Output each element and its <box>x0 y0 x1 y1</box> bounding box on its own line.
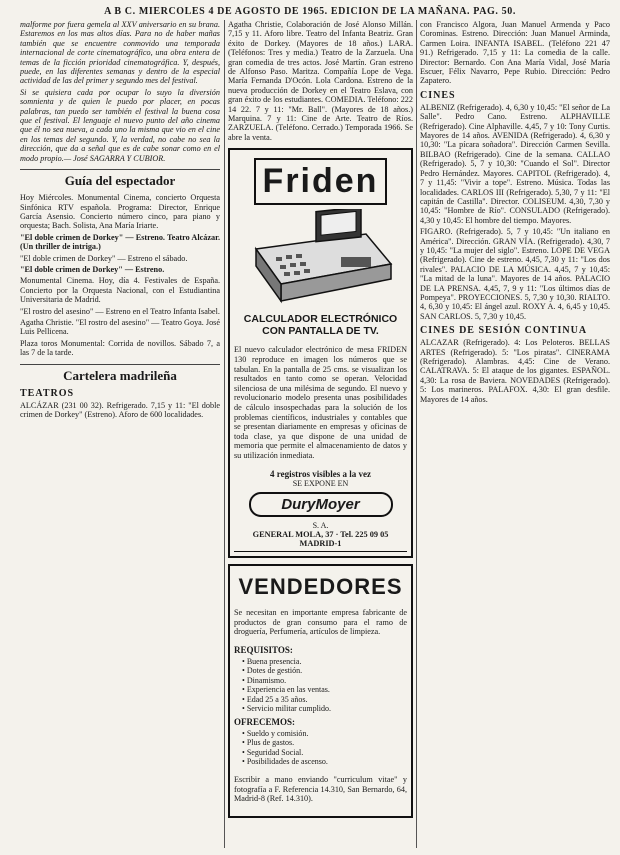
cines-text-2: FIGARO. (Refrigerado). 5, 7 y 10,45: "Un italiano en América". Dirección. GRAN VÍA. (Refrigerado). 4,30, 7 y 10,45: "La mujer del siglo". Estreno. LOPE DE VEGA (Refrigerado). Cine de estreno. 4,45, 7,30 y 11: "Los dos rivales". PALACIO DE LA MÚSICA. 4,45, 7 y 10,45: "La mitad de la luna". Mayores de 14 años. PALACIO DE LA PRENSA. 4,45, 7, 9 y 11: "Los últimos días de Pompeya". PROYECCIONES. 5, 7,30 y 10,30. RIALTO. 4, 6,30 y 10,45: El ángel azul. ROXY A. 4, 6,45 y 10,45. SAN CARLOS. 5, 7,30 y 10,45. <box>420 227 610 321</box>
column-2 <box>228 20 413 848</box>
guide-entry: "El doble crimen de Dorkey" — Estreno. Teatro Alcázar. (Un thriller de intriga.) <box>20 232 220 252</box>
calculator-illustration <box>246 209 396 309</box>
intro-text-2: Si se quisiera cada por ocupar lo suyo la diversión somnienta y de quien le puedo por placer, en pocas palabras, tan puedo ser también el festival la buena cosa que el festival. El lenguaje el nuevo punto del año cinema que él no sea nueva, a cada uno la misma que vio en el cine en los temas del segundo. Y, la verdad, no cabe no sea la dirección, que da a señal que es de cabe sonar como en el modo propio.— José SAGARRA Y CUBIOR. <box>20 87 220 163</box>
vendedores-text: Se necesitan en importante empresa fabricante de productos de gran consumo para el ramo de droguería, Perfumería, artículos de limpieza. <box>234 607 407 637</box>
offer-item: • Seguridad Social. <box>242 748 407 758</box>
friden-ad-text: El nuevo calculador electrónico de mesa FRIDEN 130 reproduce en imagen los números que se tabulan. En la pantalla de 25 cms. se visualizan los resultados en tanto como se operan. Velocidad silenciosa de una milésima de segundo. El nuevo y revolucionario modelo presenta unas posibilidades de cálculo insospechadas para la solución de los problemas científicos, industriales y contables que se presentan diariamente en empresas y oficinas de toda clase, ya que dispone de una unidad de memoria que permite el almacenamiento de datos y su utilización inmediata. <box>234 345 407 460</box>
durymoyer-address: GENERAL MOLA, 37 · Tel. 225 09 05 MADRID-1 <box>234 530 407 552</box>
friden-ad <box>228 148 413 558</box>
offers-list <box>242 729 407 767</box>
requirement-item: • Dinamismo. <box>242 676 407 686</box>
guide-entry: "El doble crimen de Dorkey" — Estreno el sábado. <box>20 253 188 263</box>
friden-logo: Friden <box>254 158 387 205</box>
guide-entry: Monumental Cinema. Hoy, día 4. Festivales de España. Concierto por la Orquesta Nacional, con el Estudiantina Universitaria de Madrid. <box>20 276 220 305</box>
cartelera-title: Cartelera madrileña <box>20 364 220 384</box>
requirement-item: • Experiencia en las ventas. <box>242 685 407 695</box>
continuous-cines-text: ALCAZAR (Refrigerado). 4: Los Peloteros. BELLAS ARTES (Refrigerado). 5: "Los piratas". CINERAMA (Refrigerado). Alambras. 4,45: Cine de Verano. CALATRAVA. 5: El ataque de los gigantes. ESPAÑOL. 4,30: La rosa de Baviera. NOVEDADES (Refrigerado). 5: Los marineros. PALAFOX. 4,30: El gran desfile. Mayores de 14 años. <box>420 338 610 404</box>
intro-text: malforme por fuera gemela al XXV aniversario en su brana. Estaremos en los mas altos días. Para no de haber mañas también que se encuentre conmovido una temporada internacional de corte cinematográfico, una obra entera de temas de la ficción prioridad cinematográfica. Y, después, puede, en las diferentes semanas y dentro de la especial actividad de las del primer y segundo mes del festival. <box>20 20 220 86</box>
column-3 <box>420 20 610 848</box>
durymoyer-logo: DuryMoyer <box>249 492 393 517</box>
offer-item: • Sueldo y comisión. <box>242 729 407 739</box>
theatre-header: TEATROS <box>20 387 75 399</box>
offer-item: • Plus de gastos. <box>242 738 407 748</box>
guide-entry: Agatha Christie. "El rostro del asesino" — Teatro Goya. José Luis Pellicena. <box>20 317 220 337</box>
guide-entry: Hoy Miércoles. Monumental Cinema, concierto Orquesta Sinfónica RTV española. Programa: Director, Enrique García Asensio. Concierto número cinco, para piano y orquesta; Bach. Solista, Ana María Iriarte. <box>20 193 220 231</box>
requirement-item: • Edad 25 a 35 años. <box>242 695 407 705</box>
vendedores-contact: Escribir a mano enviando "curriculum vitae" y fotografía a F. Referencia 14.310, San Bernardo, 64, Madrid-8 (Ref. 14.310). <box>234 775 407 804</box>
requirement-item: • Servicio militar cumplido. <box>242 704 407 714</box>
column-divider-2 <box>416 20 417 848</box>
vendedores-ad <box>228 564 413 818</box>
theatre-text: ALCÁZAR (231 00 32). Refrigerado. 7,15 y 11: "El doble crimen de Dorkey" (Estreno). Aforo de 600 localidades. <box>20 400 220 419</box>
vendedores-title: VENDEDORES <box>238 573 403 599</box>
guide-entry: Plaza toros Monumental: Corrida de novillos. Sábado 7, a las 7 de la tarde. <box>20 338 220 358</box>
requirement-item: • Dotes de gestión. <box>242 666 407 676</box>
column-1 <box>20 20 220 848</box>
friden-ad-expo: SE EXPONE EN <box>292 478 349 488</box>
durymoyer-sa: S. A. <box>312 520 329 530</box>
cines-header: CINES <box>420 89 456 101</box>
friden-ad-registers: 4 registros visibles a la vez <box>270 468 371 479</box>
requirements-header: REQUISITOS: <box>234 644 293 655</box>
guide-entry: "El rostro del asesino" — Estreno en el Teatro Infanta Isabel. <box>20 306 220 316</box>
guide-entry: "El doble crimen de Dorkey" — Estreno. <box>20 264 165 274</box>
column-divider-1 <box>224 20 225 848</box>
offers-header: OFRECEMOS: <box>234 716 296 727</box>
listings-text: Agatha Christie, Colaboración de José Alonso Millán. 7,15 y 11. Aforo libre. Teatro del Infanta Beatriz. Gran éxito de Dorkey. (Mayores de 18 años.) LARA. (Teléfonos: Tres y media.) Teatro de la Zarzuela. Una gran comedia de tres actos. José Martín. Gran estreno de Alfonso Paso. Maritza. Compañía Lope de Vega. María Fernanda D'Ocón. Lola Cardona. Estreno de la nueva producción de Dorkey en el Teatro Eslava, con gran éxito de los estudiantes. COMEDIA. Teléfono: 222 14 22. 7 y 11: "Mr. Ball". (Mayores de 18 años.) Marquina. 7 y 11: Cine de Arte. Teatro de Ríos. ZARZUELA. (Teléfono. Cerrado.) Temporada 1966. Se abre la venta. <box>228 20 413 142</box>
page-header: A B C. MIERCOLES 4 DE AGOSTO DE 1965. EDICION DE LA MAÑANA. PAG. 50. <box>104 6 516 17</box>
friden-ad-title: CALCULADOR ELECTRÓNICO CON PANTALLA DE TV. <box>243 313 398 338</box>
listings-text-col3: con Francisco Algora, Juan Manuel Armenda y Paco Corominas. Estreno. Dirección: Juan Manuel Arminda, Carmen Loira. INFANTA ISABEL. (Teléfono 221 47 91.) Refrigerado. 7,15 y 11: La comedia de la calle. Director: Bernardo. Con Ana María Vidal, José María Escuer, Félix Navarro, Pepe Rubio. Dirección: Pedro Zapatero. <box>420 20 610 86</box>
continuous-cines-header: CINES DE SESIÓN CONTINUA <box>420 325 588 337</box>
offer-item: • Posibilidades de ascenso. <box>242 757 407 767</box>
requirements-list <box>242 657 407 714</box>
cines-text: ALBENIZ (Refrigerado). 4, 6,30 y 10,45: "El señor de La Salle". Pedro Cano. Estreno. ALPHAVILLE (Refrigerado). Cine Alphaville. 4,45, 7 y 10: Tony Curtis. Mayores de 14 años. AVENIDA (Refrigerado). 4, 6,30 y 10,30: "La pícara soñadora". Dirección Carmen Sevilla. BILBAO (Refrigerado). Cine de la semana. CALLAO (Refrigerado). 5, 7 y 10,30: "Cuando el Sol". Director Pedro Hernández. Mayores. CAPITOL (Refrigerado). 4, 7 y 11,45: "Vivir a tope". Estreno. Música. Todas las localidades. CARLOS III (Refrigerado). 5,30, 7 y 11: "El capitán de Castilla". Director. COLISEUM. 4,30, 7,30 y 10,45: "Hombre de Río". CONSULADO (Refrigerado). 4,30 y 10,45: El hombre del tiempo. Mayores. <box>420 102 610 225</box>
requirement-item: • Buena presencia. <box>242 657 407 667</box>
guide-title: Guía del espectador <box>20 169 220 189</box>
